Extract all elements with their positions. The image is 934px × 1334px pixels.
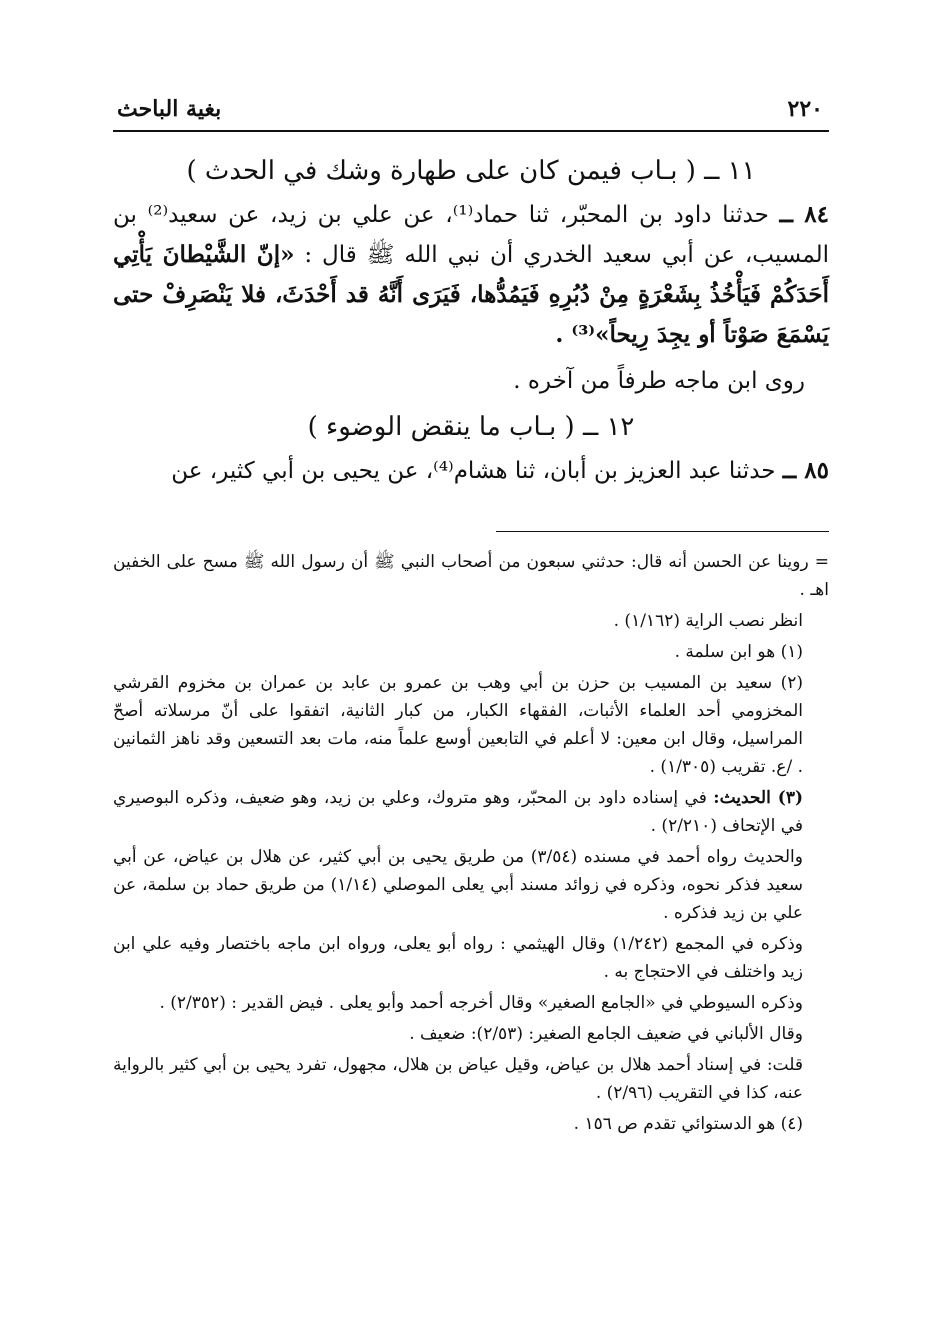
footnote-3-paragraph: والحديث رواه أحمد في مسنده (٣/٥٤) من طريق يحيى بن أبي كثير، عن هلال بن عياض، عن أبي سعيد فذكر نحوه، وذكره في زوائد مسند أبي يعلى الموصلي (١/١٤) من طريق حماد بن سلمة، عن علي بن زيد فذكره . bbox=[113, 847, 803, 923]
book-title: بغية الباحث bbox=[117, 96, 222, 122]
footnote-3-paragraph: قلت: في إسناد أحمد هلال بن عياض، وقيل عياض بن هلال، مجهول، تفرد يحيى بن أبي كثير بالرواية عنه، كذا في التقريب (٢/٩٦) . bbox=[113, 1055, 803, 1103]
footnote-3-paragraph: وذكره في المجمع (١/٢٤٢) وقال الهيثمي : رواه أبو يعلى، ورواه ابن ماجه باختصار وفيه علي ابن زيد واختلف في الاحتجاج به . bbox=[113, 934, 803, 982]
chapter-heading-12: ١٢ ــ ( بـاب ما ينقض الوضوء ) bbox=[307, 412, 635, 442]
footnotes bbox=[113, 548, 829, 1141]
ibn-majah-note: روى ابن ماجه طرفاً من آخره . bbox=[513, 368, 805, 394]
hadith-85 bbox=[113, 451, 829, 491]
footnote-3 bbox=[113, 784, 829, 840]
hadith-number: ٨٤ ــ bbox=[779, 201, 830, 228]
hadith-number: ٨٥ ــ bbox=[782, 457, 829, 484]
footnote-separator bbox=[496, 531, 829, 532]
footnote-2: (٢) سعيد بن المسيب بن حزن بن أبي وهب بن عمرو بن عابد بن عمران بن مخزوم القرشي المخزومي أحد العلماء الأثبات، الفقهاء الكبار، من كبار الثانية، اتفقوا على أنّ مرسلاته أصحّ المراسيل، وقال ابن معين: لا أعلم في التابعين أوسع علماً منه، مات بعد التسعين وقد ناهز الثمانين . /ع. تقريب (١/٣٠٥) . bbox=[113, 673, 803, 777]
footnote-3-paragraph: وقال الألباني في ضعيف الجامع الصغير: (٢/٥٣): ضعيف . bbox=[409, 1024, 803, 1044]
footnote-3-paragraph: وذكره السيوطي في «الجامع الصغير» وقال أخرجه أحمد وأبو يعلى . فيض القدير : (٢/٣٥٢) . bbox=[159, 993, 803, 1013]
footnote-3-text: في إسناده داود بن المحبّر، وهو متروك، وعلي بن زيد، وهو ضعيف، وذكره البوصيري في الإتحاف (٢/٢١٠) . bbox=[113, 788, 803, 836]
hadith-chain: حدثنا عبد العزيز بن أبان، ثنا هشام⁽⁴⁾، عن يحيى بن أبي كثير، عن bbox=[171, 458, 776, 484]
page-header bbox=[113, 88, 829, 132]
hadith-chain: حدثنا داود بن المحبّر، ثنا حماد⁽¹⁾، عن علي بن زيد، عن سعيد⁽²⁾ بن المسيب، عن أبي سعيد الخدري أن نبي الله ﷺ قال : bbox=[113, 202, 830, 268]
footnote-1: (١) هو ابن سلمة . bbox=[674, 642, 803, 662]
footnote-continuation: = روينا عن الحسن أنه قال: حدثني سبعون من أصحاب النبي ﷺ أن رسول الله ﷺ مسح على الخفين اهـ . bbox=[113, 552, 829, 600]
chapter-heading-11: ١١ ــ ( بـاب فيمن كان على طهارة وشك في الحدث ) bbox=[186, 156, 756, 186]
main-text bbox=[113, 145, 829, 491]
hadith-84 bbox=[113, 195, 829, 355]
page-number: ٢٢٠ bbox=[787, 96, 823, 122]
footnote-4: (٤) هو الدستوائي تقدم ص ١٥٦ . bbox=[573, 1114, 803, 1134]
hadith-quote: «إنّ الشَّيْطانَ يَأْتِي أَحَدَكُمْ فَيَأْخُذُ بِشَعْرَةٍ مِنْ دُبُرِهِ فَيَمُدُّها، فَيَرَى أَنَّهُ قد أَحْدَثَ، فلا يَنْصَرِفْ حتى يَسْمَعَ صَوْتاً أو يجِدَ رِيحاً»⁽³⁾ . bbox=[113, 241, 829, 348]
footnote-nasb: انظر نصب الراية (١/١٦٢) . bbox=[613, 611, 803, 631]
footnote-3-label: (٣) الحديث: bbox=[713, 788, 803, 808]
